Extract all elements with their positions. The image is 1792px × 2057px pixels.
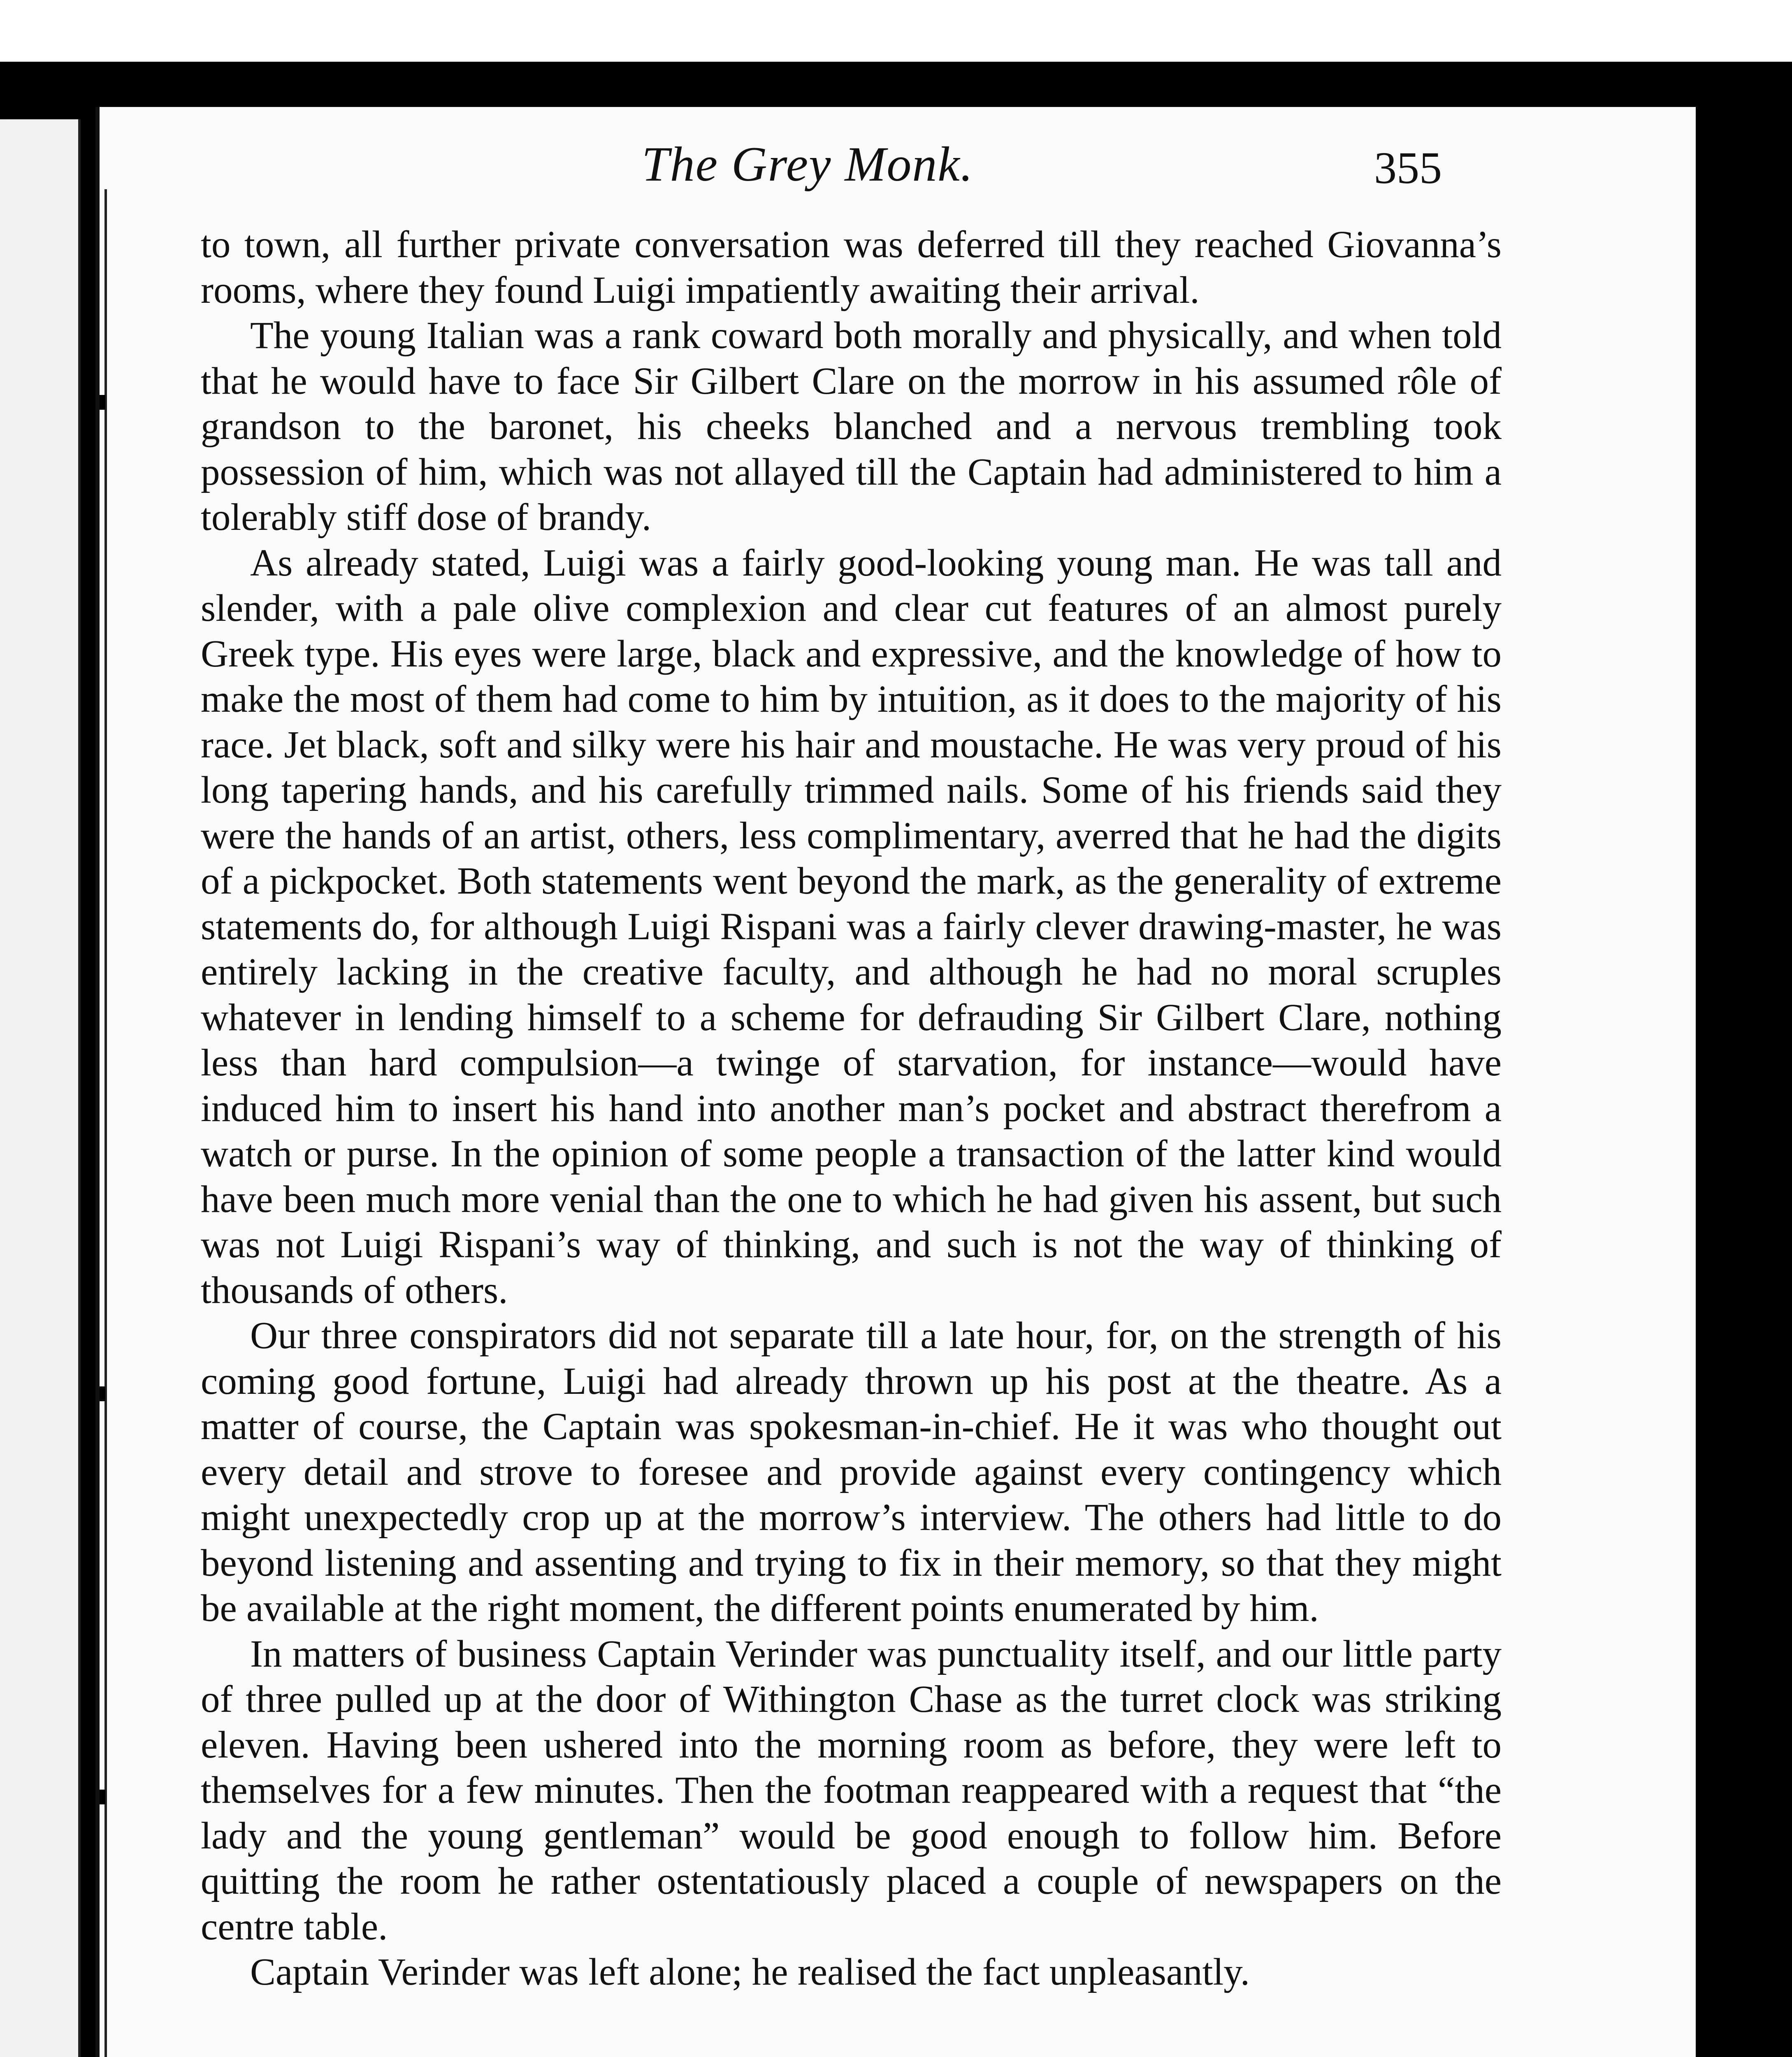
- paragraph: Our three conspirators did not separate till a late hour, for, on the strength of his coming good fortune, Luigi had already thrown up his post at the theatre. As a matter of course, the Captain was spokesman-in-chief. He it was who thought out every detail and strove to foresee and provide against every contingency which might unexpectedly crop up at the morrow’s interview. The others had little to do beyond listening and assenting and trying to fix in their memory, so that they might be available at the right moment, the different points enumerated by him.: [201, 1314, 1502, 1630]
- scan-mark: [5, 70, 13, 119]
- body-text: [201, 222, 1502, 1995]
- paragraph: Captain Verinder was left alone; he realised the fact unpleasantly.: [250, 1951, 1250, 1993]
- facing-page-edge: [0, 119, 81, 2057]
- paragraph: The young Italian was a rank coward both morally and physically, and when told that he would have to face Sir Gilbert Clare on the morrow in his assumed rôle of grandson to the baronet, his cheeks blanched and a nervous trembling took possession of him, which was not allayed till the Captain had administered to him a tolerably stiff dose of brandy.: [201, 314, 1502, 539]
- gutter-tick: [100, 395, 105, 410]
- running-head: The Grey Monk.: [642, 137, 974, 191]
- gutter-line: [104, 189, 107, 2057]
- scan-top-strip: [0, 0, 1792, 62]
- page-number: 355: [1374, 143, 1442, 193]
- paragraph: In matters of business Captain Verinder was punctuality itself, and our little party of three pulled up at the door of Withington Chase as the turret clock was striking eleven. Having been ushered into the morning room as before, they were left to themselves for a few minutes. Then the footman reappeared with a request that “the lady and the young gentleman” would be good enough to follow him. Before quitting the room he rather ostentatiously placed a couple of newspapers on the centre table.: [201, 1632, 1502, 1948]
- paragraph: to town, all further private conversation was deferred till they reached Giovanna’s rooms, where they found Luigi impatiently awaiting their arrival.: [201, 223, 1502, 311]
- gutter-tick: [100, 1386, 105, 1401]
- paragraph: As already stated, Luigi was a fairly good-looking young man. He was tall and slender, with a pale olive complexion and clear cut features of an almost purely Greek type. His eyes were large, black and expressive, and the knowledge of how to make the most of them had come to him by intuition, as it does to the majority of his race. Jet black, soft and silky were his hair and moustache. He was very proud of his long tapering hands, and his carefully trimmed nails. Some of his friends said they were the hands of an artist, others, less complimentary, averred that he had the digits of a pickpocket. Both statements went beyond the mark, as the generality of extreme statements do, for although Luigi Rispani was a fairly clever drawing-master, he was entirely lacking in the creative faculty, and although he had no moral scruples whatever in lending himself to a scheme for defrauding Sir Gilbert Clare, nothing less than hard compulsion—a twinge of starvation, for instance—would have induced him to insert his hand into another man’s pocket and abstract therefrom a watch or purse. In the opinion of some people a transaction of the latter kind would have been much more venial than the one to which he had given his assent, but such was not Luigi Rispani’s way of thinking, and such is not the way of thinking of thousands of others.: [201, 541, 1502, 1312]
- gutter-tick: [100, 1790, 105, 1804]
